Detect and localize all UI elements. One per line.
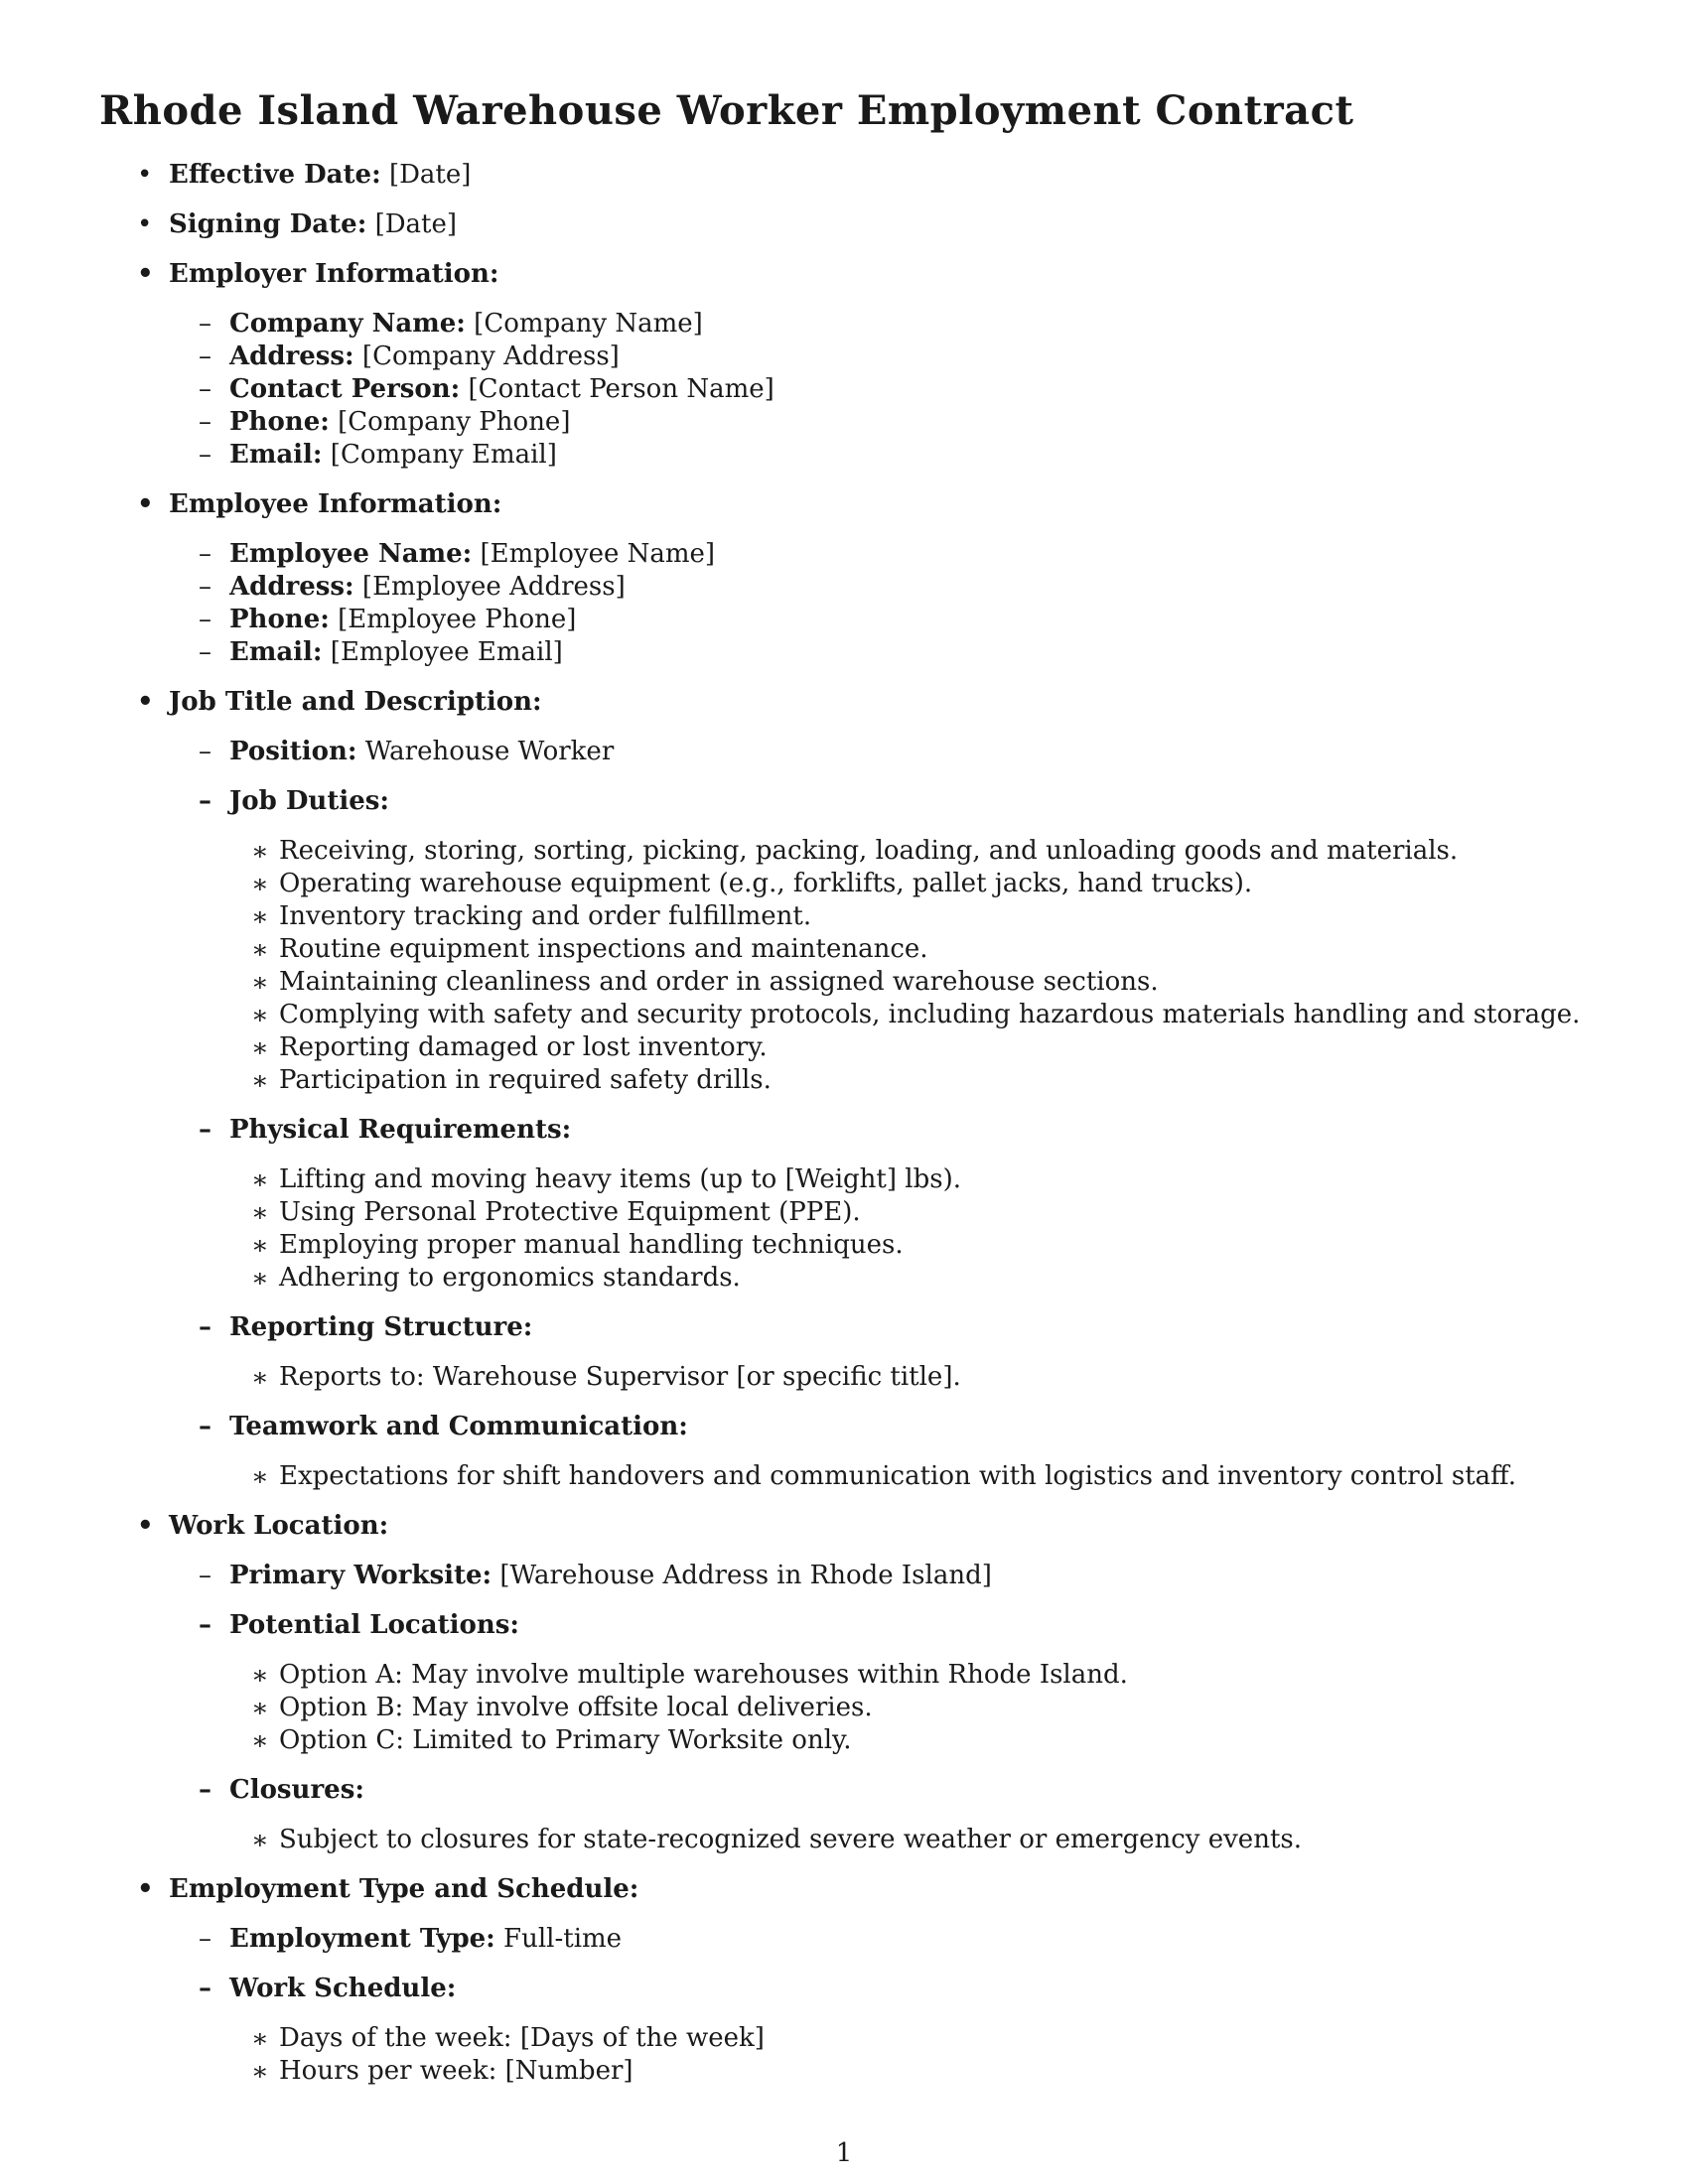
employee-field: [99, 538, 1589, 571]
employment-heading: • Employment Type and Schedule:: [99, 1873, 1589, 1906]
potential-locations-list: [99, 1659, 1589, 1757]
closures-heading: – Closures:: [99, 1774, 1589, 1807]
employer-field: [99, 439, 1589, 472]
field-label: Position:: [229, 737, 357, 766]
effective-date-item: [99, 159, 1589, 192]
page-title: Rhode Island Warehouse Worker Employment Contract: [99, 87, 1354, 134]
field-value: [Employee Phone]: [338, 605, 577, 634]
employer-field: [99, 308, 1589, 341]
list-item: ∗ Hours per week: [Number]: [99, 2055, 1589, 2088]
list-item: ∗ Maintaining cleanliness and order in assigned warehouse sections.: [99, 966, 1589, 999]
list-item: ∗ Inventory tracking and order fulfillment.: [99, 900, 1589, 933]
field-label: Contact Person:: [229, 374, 461, 404]
list-item: ∗ Lifting and moving heavy items (up to [Weight] lbs).: [99, 1163, 1589, 1196]
field-value: [Company Address]: [361, 341, 620, 371]
work-location-heading: • Work Location:: [99, 1510, 1589, 1543]
field-value: [Company Name]: [474, 309, 703, 339]
teamwork-list: [99, 1460, 1589, 1493]
employee-fields: [99, 538, 1589, 669]
work-schedule-heading: – Work Schedule:: [99, 1973, 1589, 2005]
signing-date-item: [99, 208, 1589, 241]
field-label: Company Name:: [229, 309, 466, 339]
field-value: [Warehouse Address in Rhode Island]: [499, 1561, 992, 1590]
employer-field: [99, 373, 1589, 406]
field-label: Employee Name:: [229, 539, 473, 569]
list-item: ∗ Reports to: Warehouse Supervisor [or specific title].: [99, 1361, 1589, 1394]
employee-heading: • Employee Information:: [99, 488, 1589, 521]
field-label: Employment Type:: [229, 1924, 495, 1954]
list-item: ∗ Option A: May involve multiple warehouses within Rhode Island.: [99, 1659, 1589, 1692]
field-label: Phone:: [229, 407, 330, 437]
employer-fields: [99, 308, 1589, 472]
field-label: Address:: [229, 572, 354, 602]
list-item: ∗ Reporting damaged or lost inventory.: [99, 1031, 1589, 1064]
list-item: ∗ Employing proper manual handling techniques.: [99, 1229, 1589, 1262]
list-item: ∗ Receiving, storing, sorting, picking, packing, loading, and unloading goods and materials.: [99, 835, 1589, 868]
signing-date-value: [Date]: [374, 209, 458, 239]
employer-field: [99, 406, 1589, 439]
field-value: [Company Email]: [330, 440, 557, 470]
list-item: ∗ Option B: May involve offsite local deliveries.: [99, 1692, 1589, 1724]
list-item: ∗ Complying with safety and security protocols, including hazardous materials handling and storage.: [99, 999, 1589, 1031]
page-number: 1: [835, 2138, 853, 2168]
document-page: [99, 87, 1589, 2088]
effective-date-label: Effective Date:: [169, 160, 381, 190]
list-item: ∗ Participation in required safety drills.: [99, 1064, 1589, 1097]
primary-worksite-item: [99, 1560, 1589, 1592]
job-heading: • Job Title and Description:: [99, 686, 1589, 719]
field-value: [Company Phone]: [338, 407, 571, 437]
field-value: [Employee Email]: [330, 637, 563, 667]
field-value: [Employee Address]: [361, 572, 626, 602]
employee-field: [99, 571, 1589, 604]
work-schedule-list: [99, 2022, 1589, 2088]
teamwork-heading: – Teamwork and Communication:: [99, 1411, 1589, 1443]
list-item: ∗ Days of the week: [Days of the week]: [99, 2022, 1589, 2055]
employer-field: [99, 341, 1589, 373]
potential-locations-heading: – Potential Locations:: [99, 1609, 1589, 1642]
closures-list: [99, 1824, 1589, 1856]
list-item: ∗ Expectations for shift handovers and communication with logistics and inventory control staff.: [99, 1460, 1589, 1493]
reporting-structure-list: [99, 1361, 1589, 1394]
list-item: ∗ Using Personal Protective Equipment (PPE).: [99, 1196, 1589, 1229]
field-label: Email:: [229, 440, 323, 470]
list-item: ∗ Adhering to ergonomics standards.: [99, 1262, 1589, 1295]
signing-date-label: Signing Date:: [169, 209, 367, 239]
employee-field: [99, 636, 1589, 669]
field-label: Phone:: [229, 605, 330, 634]
field-label: Primary Worksite:: [229, 1561, 492, 1590]
list-item: ∗ Subject to closures for state-recognized severe weather or emergency events.: [99, 1824, 1589, 1856]
list-item: ∗ Routine equipment inspections and maintenance.: [99, 933, 1589, 966]
list-item: ∗ Option C: Limited to Primary Worksite only.: [99, 1724, 1589, 1757]
employee-field: [99, 604, 1589, 636]
reporting-structure-heading: – Reporting Structure:: [99, 1311, 1589, 1344]
field-value: [Employee Name]: [480, 539, 716, 569]
employment-type-item: [99, 1923, 1589, 1956]
job-duties-list: [99, 835, 1589, 1097]
physical-requirements-heading: – Physical Requirements:: [99, 1114, 1589, 1147]
job-duties-heading: – Job Duties:: [99, 785, 1589, 818]
field-value: [Contact Person Name]: [468, 374, 774, 404]
effective-date-value: [Date]: [388, 160, 472, 190]
field-value: Warehouse Worker: [364, 737, 615, 766]
physical-requirements-list: [99, 1163, 1589, 1295]
field-label: Email:: [229, 637, 323, 667]
employer-heading: • Employer Information:: [99, 258, 1589, 291]
list-item: ∗ Operating warehouse equipment (e.g., forklifts, pallet jacks, hand trucks).: [99, 868, 1589, 900]
field-value: Full-time: [503, 1924, 623, 1954]
position-item: [99, 736, 1589, 768]
field-label: Address:: [229, 341, 354, 371]
